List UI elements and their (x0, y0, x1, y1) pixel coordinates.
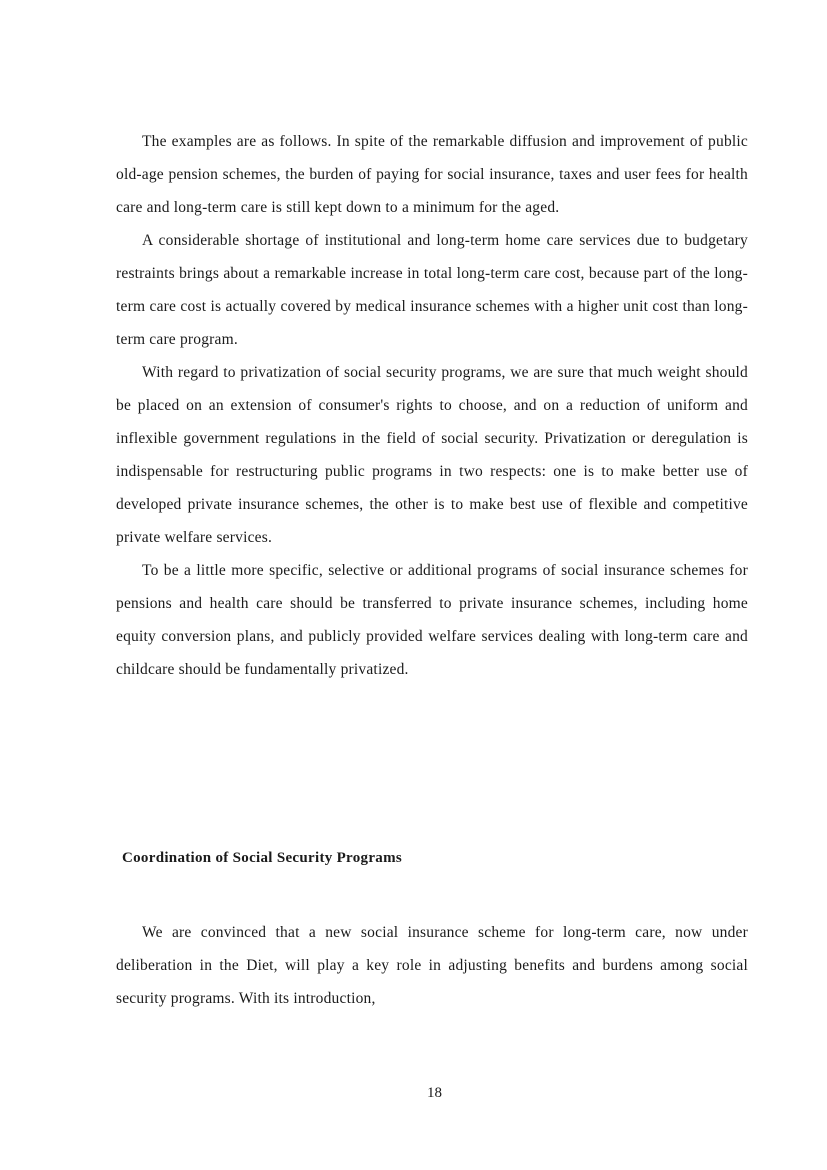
page-number: 18 (427, 1085, 442, 1101)
paragraph-privatization: With regard to privatization of social security programs, we are sure that much weight should be placed on an extension of consumer's rights to choose, and on a reduction of uniform and inflexible government regulations in the field of social security. Privatization or deregulation is indispensable for restructuring public programs in two respects: one is to make better use of developed private insurance schemes, the other is to make best use of flexible and competitive private welfare services. (116, 364, 748, 546)
document-page (116, 125, 748, 1007)
paragraph-care-shortage: A considerable shortage of institutional and long-term home care services due to budgetary restraints brings about a remarkable increase in total long-term care cost, because part of the long-term care cost is actually covered by medical insurance schemes with a higher unit cost than long-term care program. (116, 232, 748, 348)
paragraph-specific-programs: To be a little more specific, selective or additional programs of social insurance schemes for pensions and health care should be transferred to private insurance schemes, including home equity conversion plans, and publicly provided welfare services dealing with long-term care and childcare should be fundamentally privatized. (116, 562, 748, 678)
section-heading: Coordination of Social Security Programs (122, 850, 403, 866)
paragraph-coordination: We are convinced that a new social insurance scheme for long-term care, now under deliberation in the Diet, will play a key role in adjusting benefits and burdens among social security programs. With its introduction, (116, 924, 748, 1007)
paragraph-examples: The examples are as follows. In spite of the remarkable diffusion and improvement of public old-age pension schemes, the burden of paying for social insurance, taxes and user fees for health care and long-term care is still kept down to a minimum for the aged. (116, 133, 748, 216)
